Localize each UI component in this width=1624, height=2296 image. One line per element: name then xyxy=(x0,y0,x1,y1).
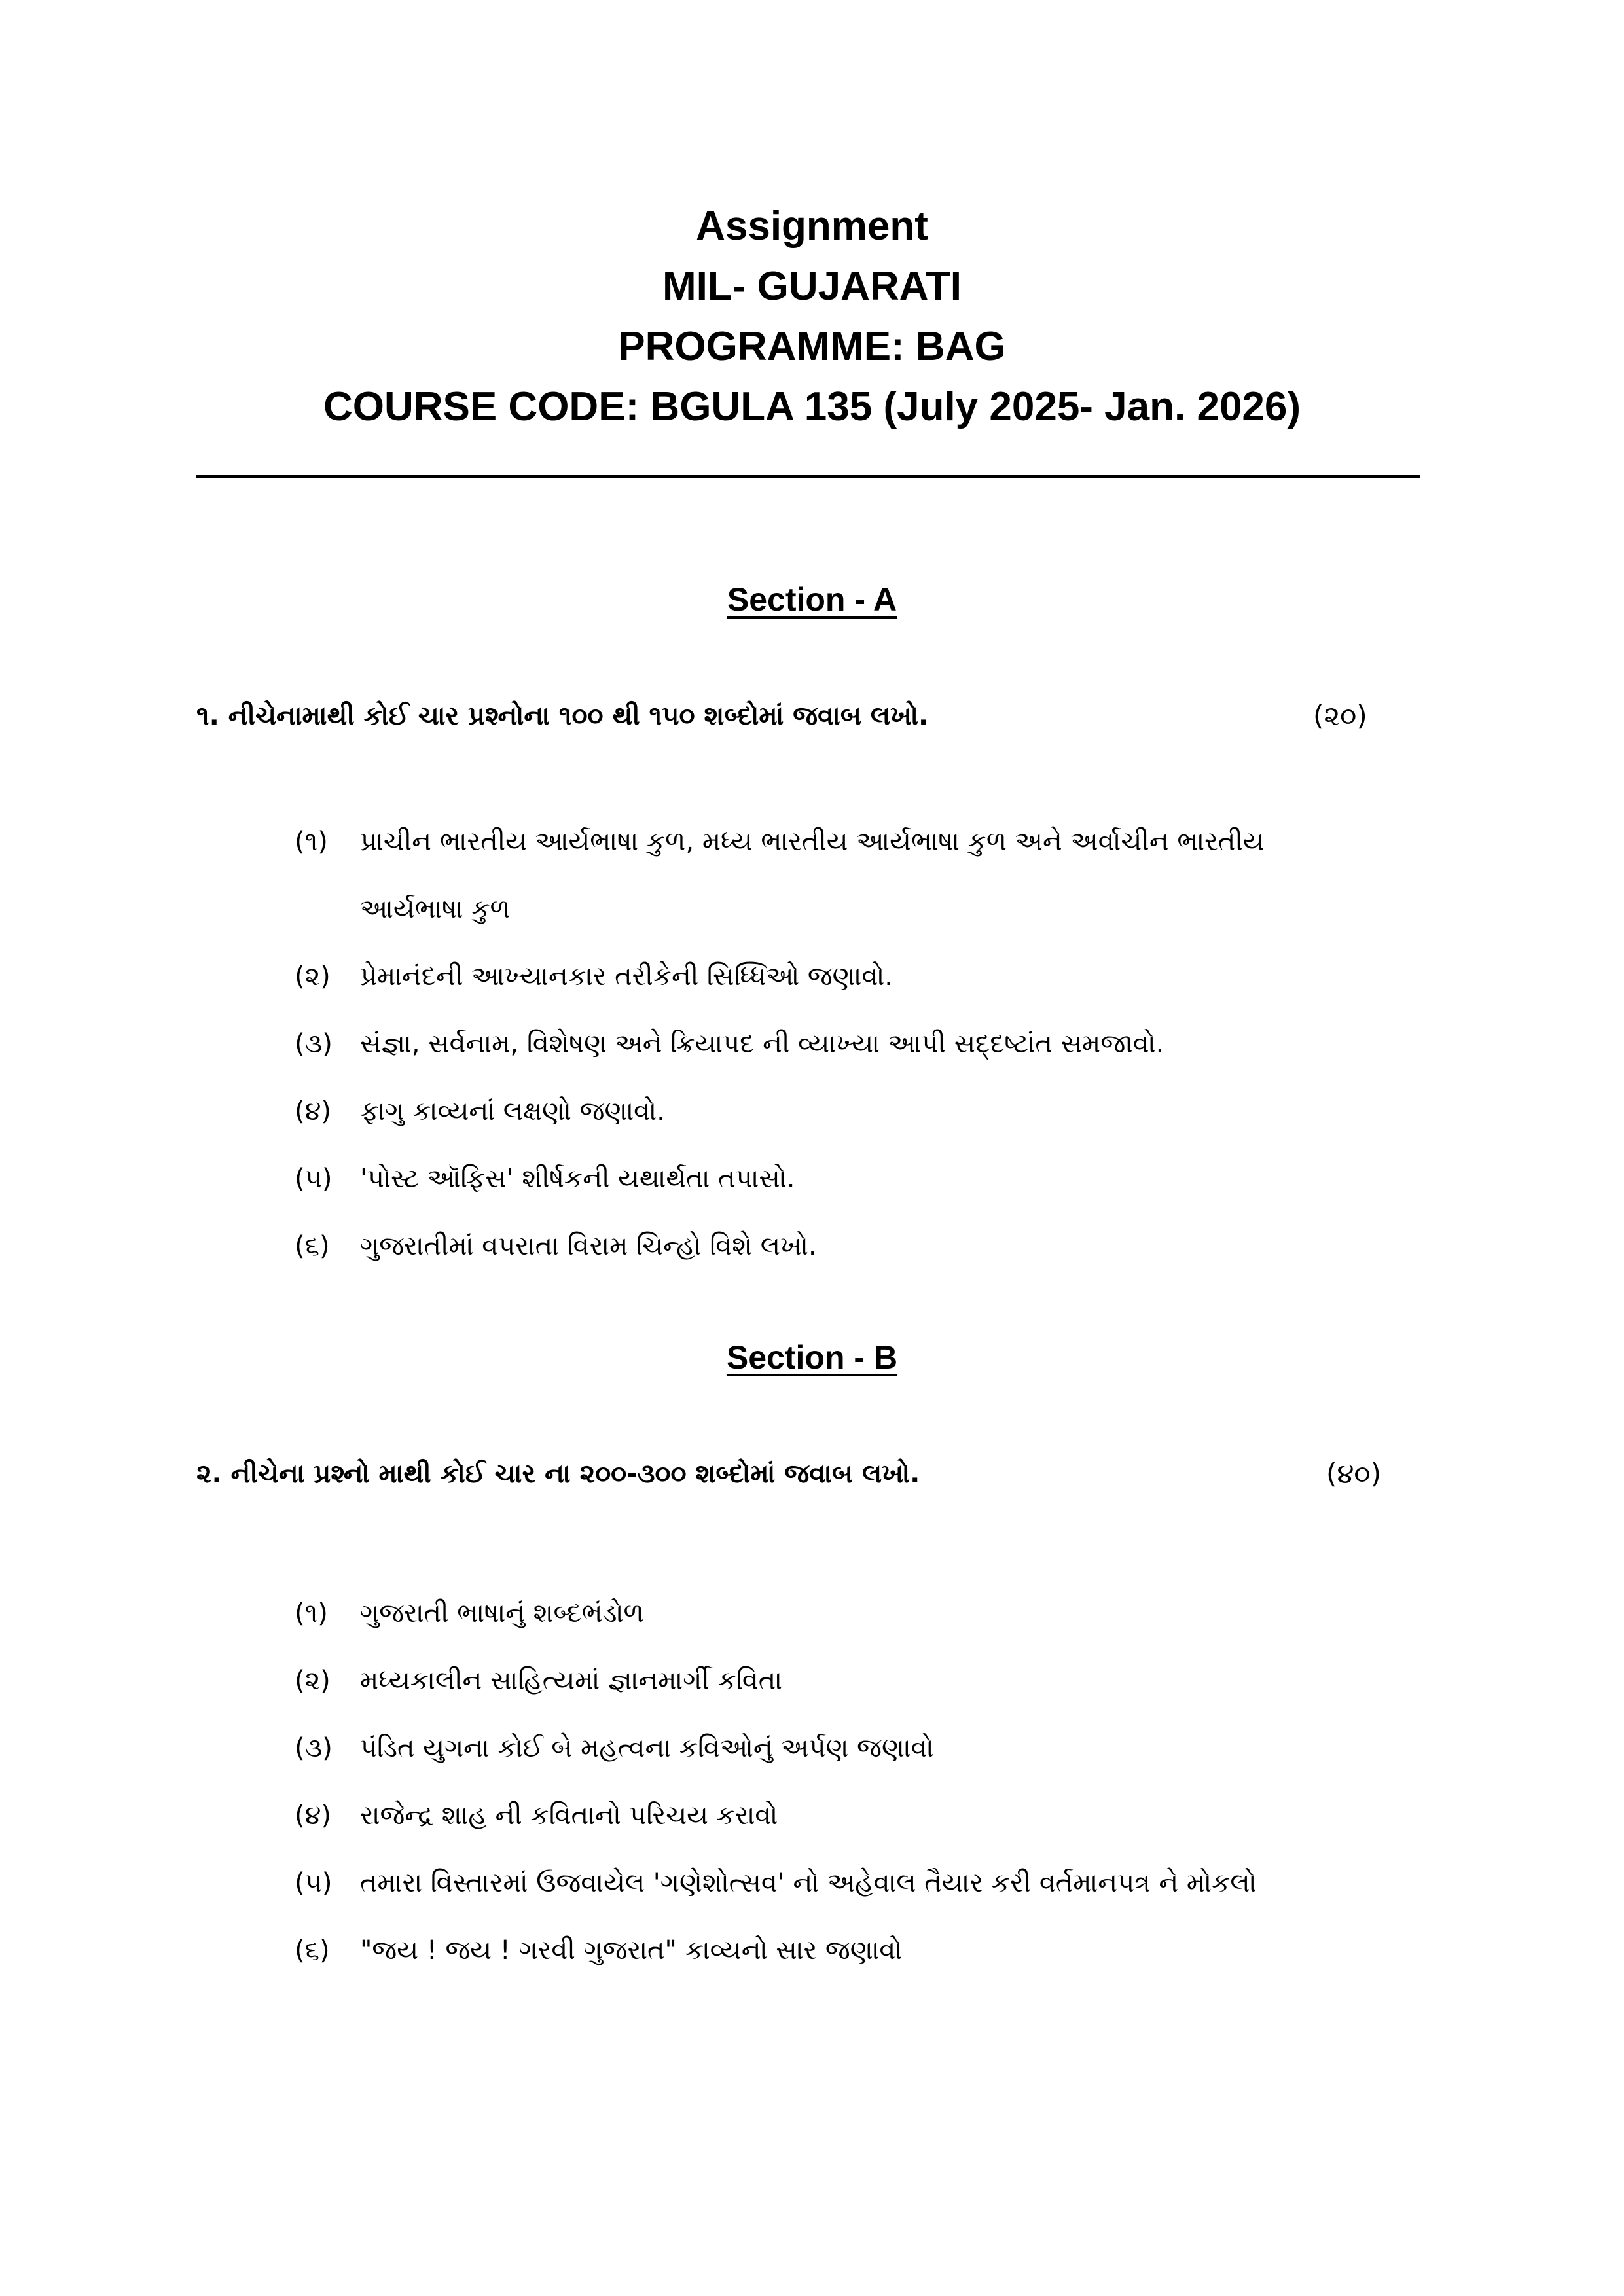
item-number: (૧) xyxy=(295,827,328,857)
header-subject: MIL- GUJARATI xyxy=(662,264,962,309)
item-number: (૫) xyxy=(295,1868,333,1898)
list-item xyxy=(295,1917,1316,1984)
list-item xyxy=(295,1850,1316,1917)
list-item xyxy=(295,1145,1316,1213)
item-text: રાજેન્દ્ર શાહ ની કવિતાનો પરિચય કરાવો xyxy=(360,1801,778,1831)
item-number: (૨) xyxy=(295,1666,331,1696)
list-item xyxy=(295,943,1316,1011)
section-a-question xyxy=(196,696,1401,736)
item-number: (૩) xyxy=(295,1029,333,1059)
document-header xyxy=(0,196,1624,437)
header-programme: PROGRAMME: BAG xyxy=(618,324,1006,369)
list-item xyxy=(295,808,1316,943)
section-b-question xyxy=(196,1454,1401,1494)
item-text: પ્રાચીન ભારતીય આર્યભાષા કુળ, મધ્ય ભારતીય આર્યભાષા કુળ અને અર્વાચીન ભારતીય આર્યભાષા કુળ xyxy=(360,827,1265,924)
item-number: (૬) xyxy=(295,1231,330,1261)
item-text: પ્રેમાનંદની આખ્યાનકાર તરીકેની સિધ્ધિઓ જણાવો. xyxy=(360,961,893,992)
item-text: તમારા વિસ્તારમાં ઉજવાયેલ 'ગણેશોત્સવ' નો અહેવાલ તૈયાર કરી વર્તમાનપત્ર ને મોકલો xyxy=(360,1868,1257,1898)
list-item xyxy=(295,1011,1316,1078)
section-b-marks: (૪૦) xyxy=(1326,1458,1382,1490)
list-item xyxy=(295,1580,1316,1647)
item-number: (૪) xyxy=(295,1096,332,1126)
item-number: (૬) xyxy=(295,1935,330,1965)
section-b-question-text: ૨. નીચેના પ્રશ્નો માથી કોઈ ચાર ના ૨૦૦-૩૦૦ શબ્દોમાં જવાબ લખો. xyxy=(196,1459,920,1489)
section-a-marks: (૨૦) xyxy=(1313,700,1367,732)
list-item xyxy=(295,1078,1316,1145)
item-text: "જય ! જય ! ગરવી ગુજરાત" કાવ્યનો સાર જણાવો xyxy=(360,1935,903,1965)
section-b-title: Section - B xyxy=(726,1339,898,1376)
item-number: (૪) xyxy=(295,1801,332,1831)
header-course-code: COURSE CODE: BGULA 135 (July 2025- Jan. 2026) xyxy=(323,384,1301,429)
section-a-title: Section - A xyxy=(727,581,897,618)
item-number: (૧) xyxy=(295,1598,328,1628)
item-text: ગુજરાતીમાં વપરાતા વિરામ ચિન્હો વિશે લખો. xyxy=(360,1231,817,1261)
item-text: સંજ્ઞા, સર્વનામ, વિશેષણ અને ક્રિયાપદ ની વ્યાખ્યા આપી સદ્દષ્ટાંત સમજાવો. xyxy=(360,1029,1164,1059)
item-number: (૩) xyxy=(295,1733,333,1763)
item-text: 'પોસ્ટ ઑફિસ' શીર્ષકની યથાર્થતા તપાસો. xyxy=(360,1164,795,1194)
header-title: Assignment xyxy=(696,204,928,249)
item-text: મધ્યકાલીન સાહિત્યમાં જ્ઞાનમાર્ગી કવિતા xyxy=(360,1666,783,1696)
item-text: ફાગુ કાવ્યનાં લક્ષણો જણાવો. xyxy=(360,1096,665,1126)
item-number: (૫) xyxy=(295,1164,333,1194)
list-item xyxy=(295,1647,1316,1715)
section-b-items xyxy=(295,1580,1316,1984)
section-a-question-text: ૧. નીચેનામાથી કોઈ ચાર પ્રશ્નોના ૧૦૦ થી ૧૫૦ શબ્દોમાં જવાબ લખો. xyxy=(196,701,929,731)
item-number: (૨) xyxy=(295,961,331,992)
item-text: ગુજરાતી ભાષાનું શબ્દભંડોળ xyxy=(360,1598,644,1628)
section-a-items xyxy=(295,808,1316,1280)
list-item xyxy=(295,1782,1316,1850)
header-divider xyxy=(196,475,1420,478)
item-text: પંડિત યુગના કોઈ બે મહત્વના કવિઓનું અર્પણ જણાવો xyxy=(360,1733,934,1763)
list-item xyxy=(295,1213,1316,1280)
list-item xyxy=(295,1715,1316,1782)
